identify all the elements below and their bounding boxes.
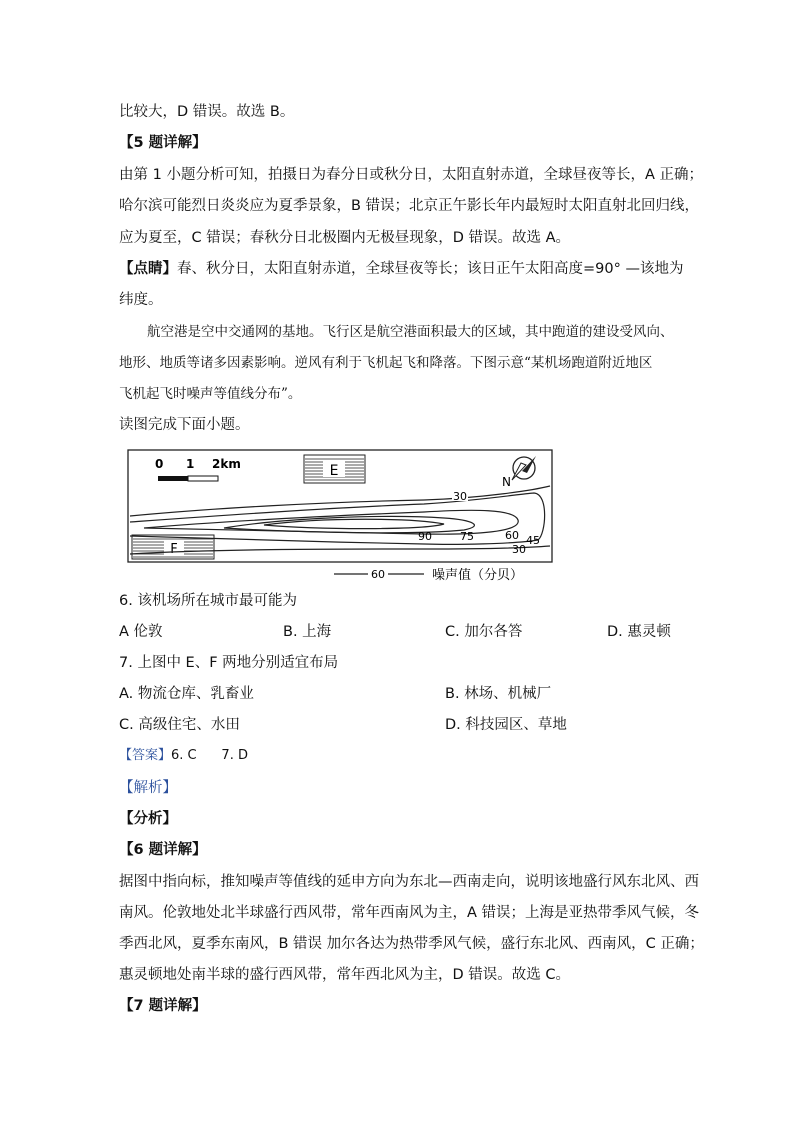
section-heading-q6: 【6 题详解】	[119, 842, 207, 858]
section-heading-q7: 【7 题详解】	[119, 998, 207, 1014]
passage-line: 航空港是空中交通网的基地。飞行区是航空港面积最大的区域，其中跑道的建设受风向、	[147, 324, 674, 340]
legend-value: 60	[371, 568, 385, 581]
contour-label-60: 60	[505, 529, 519, 542]
answer-heading: 【答案】	[119, 748, 172, 763]
noise-contour-map	[124, 446, 564, 586]
text-line: 惠灵顿地处南半球的盛行西风带，常年西北风为主，D 错误。故选 C。	[119, 967, 571, 983]
scale-label-1: 1	[186, 457, 195, 471]
jiexi-heading: 【解析】	[119, 780, 177, 796]
label-E: E	[329, 463, 339, 479]
text-line: 应为夏至，C 错误；春秋分日北极圈内无极昼现象，D 错误。故选 A。	[119, 230, 571, 246]
passage-line: 飞机起飞时噪声等值线分布”。	[119, 386, 302, 402]
q7-option-b: B. 林场、机械厂	[445, 686, 552, 702]
answer-text: 6. C 7. D	[171, 748, 248, 763]
dianjing-line	[119, 259, 683, 279]
text-line: 季西北风，夏季东南风，B 错误 加尔各达为热带季风气候，盛行东北风、西南风，C 正确；	[119, 936, 704, 952]
contour-label-90: 90	[418, 530, 432, 543]
instruction-line: 读图完成下面小题。	[119, 417, 250, 433]
contour-label-30: 30	[453, 490, 467, 503]
question-6: 6. 该机场所在城市最可能为	[119, 593, 297, 609]
text-line: 纬度。	[119, 292, 163, 308]
text-line: 据图中指向标，推知噪声等值线的延申方向为东北—西南走向，说明该地盛行风东北风、西	[119, 874, 699, 890]
fenxi-heading: 【分析】	[119, 811, 177, 827]
text-line: 哈尔滨可能烈日炎炎应为夏季景象，B 错误；北京正午影长年内最短时太阳直射北回归线，	[119, 198, 700, 214]
contour-label-45: 45	[526, 534, 540, 547]
q7-option-a: A. 物流仓库、乳畜业	[119, 686, 254, 702]
text-line: 由第 1 小题分析可知，拍摄日为春分日或秋分日，太阳直射赤道，全球昼夜等长，A 正确；	[119, 167, 703, 183]
label-F: F	[170, 542, 178, 557]
answer-line	[119, 746, 248, 766]
q7-option-d: D. 科技园区、草地	[445, 717, 567, 733]
q6-option-c: C. 加尔各答	[445, 624, 523, 640]
dianjing-heading: 【点睛】	[119, 261, 177, 277]
contour-label-30b: 30	[512, 543, 526, 556]
scale-label-0: 0	[155, 457, 164, 471]
contour-label-75: 75	[460, 530, 474, 543]
passage-line: 地形、地质等诸多因素影响。逆风有利于飞机起飞和降落。下图示意“某机场跑道附近地区	[119, 355, 653, 371]
text-line: 比较大，D 错误。故选 B。	[119, 104, 295, 120]
q6-option-a: A 伦敦	[119, 624, 163, 640]
north-label: N	[502, 475, 511, 489]
question-7: 7. 上图中 E、F 两地分别适宜布局	[119, 655, 339, 671]
q6-option-b: B. 上海	[283, 624, 332, 640]
text-line: 南风。伦敦地处北半球盛行西风带，常年西南风为主，A 错误；上海是亚热带季风气候，冬	[119, 905, 700, 921]
section-heading-q5: 【5 题详解】	[119, 135, 207, 151]
q6-option-d: D. 惠灵顿	[607, 624, 671, 640]
scale-label-2: 2km	[212, 457, 241, 471]
area-E	[304, 455, 365, 483]
dianjing-text: 春、秋分日，太阳直射赤道，全球昼夜等长；该日正午太阳高度=90° —该地为	[177, 261, 684, 277]
q7-option-c: C. 高级住宅、水田	[119, 717, 240, 733]
legend-text: 噪声值（分贝）	[432, 568, 524, 583]
legend	[334, 567, 523, 583]
